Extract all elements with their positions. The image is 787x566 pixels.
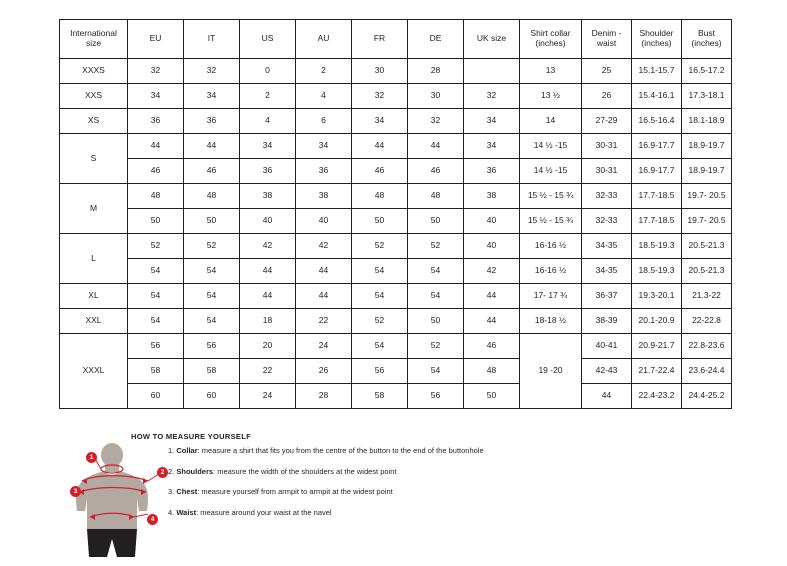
cell: 44 (296, 259, 352, 284)
cell: 38-39 (582, 309, 632, 334)
cell: 48 (464, 359, 520, 384)
cell: 38 (464, 184, 520, 209)
cell: 32 (128, 59, 184, 84)
list-item (168, 446, 598, 455)
cell: 44 (408, 134, 464, 159)
cell: 34 (128, 84, 184, 109)
cell: 42 (464, 259, 520, 284)
cell: 4 (296, 84, 352, 109)
cell: 54 (408, 284, 464, 309)
item-term: Waist (176, 507, 197, 517)
table-row (60, 284, 732, 309)
cell: 44 (240, 284, 296, 309)
cell: 18.9-19.7 (682, 159, 732, 184)
cell: 32 (184, 59, 240, 84)
callout-2: 2 (157, 467, 168, 478)
cell: 18.5-19.3 (632, 259, 682, 284)
cell: 20.1-20.9 (632, 309, 682, 334)
size-label: XXL (60, 309, 128, 334)
cell: 52 (408, 234, 464, 259)
table-row (60, 134, 732, 159)
cell: 18 (240, 309, 296, 334)
cell: 15.4-16.1 (632, 84, 682, 109)
cell: 36 (240, 159, 296, 184)
cell: 46 (408, 159, 464, 184)
cell: 22 (240, 359, 296, 384)
cell: 2 (296, 59, 352, 84)
cell: 13 ½ (520, 84, 582, 109)
cell: 32-33 (582, 184, 632, 209)
cell: 58 (128, 359, 184, 384)
item-text: : measure yourself from armpit to armpit at the widest point (197, 487, 393, 496)
cell: 21.7-22.4 (632, 359, 682, 384)
cell: 36 (184, 109, 240, 134)
cell: 40 (464, 234, 520, 259)
cell: 40 (240, 209, 296, 234)
callout-4: 4 (147, 514, 158, 525)
size-label: L (60, 234, 128, 284)
item-number: 2. (168, 466, 175, 476)
cell: 22-22.8 (682, 309, 732, 334)
cell: 54 (184, 284, 240, 309)
item-text: : measure around your waist at the navel (196, 507, 332, 517)
cell: 54 (128, 309, 184, 334)
cell: 40-41 (582, 334, 632, 359)
cell: 32 (408, 109, 464, 134)
cell: 32 (464, 84, 520, 109)
cell: 46 (184, 159, 240, 184)
cell: 15 ½ - 15 ¾ (520, 184, 582, 209)
cell: 46 (464, 334, 520, 359)
cell: 30-31 (582, 159, 632, 184)
size-label: XXXL (60, 334, 128, 409)
cell: 50 (464, 384, 520, 409)
cell: 54 (128, 284, 184, 309)
table-row (60, 309, 732, 334)
cell: 52 (128, 234, 184, 259)
cell: 25 (582, 59, 632, 84)
cell: 42 (240, 234, 296, 259)
cell: 18-18 ½ (520, 309, 582, 334)
cell: 34 (296, 134, 352, 159)
table-row (60, 259, 732, 284)
cell: 17.3-18.1 (682, 84, 732, 109)
cell: 24.4-25.2 (682, 384, 732, 409)
item-text: : measure a shirt that fits you from the centre of the button to the end of the buttonhole (197, 446, 484, 455)
cell: 24 (240, 384, 296, 409)
cell: 14 ½ -15 (520, 134, 582, 159)
cell: 19.7- 20.5 (682, 209, 732, 234)
cell: 50 (184, 209, 240, 234)
cell: 36-37 (582, 284, 632, 309)
item-number: 1. (168, 446, 175, 455)
column-header: Denim - waist (582, 20, 632, 59)
cell: 22.4-23.2 (632, 384, 682, 409)
cell: 54 (184, 309, 240, 334)
cell: 19.7- 20.5 (682, 184, 732, 209)
cell: 36 (464, 159, 520, 184)
cell: 18.5-19.3 (632, 234, 682, 259)
column-header: Shoulder (inches) (632, 20, 682, 59)
cell: 16-16 ½ (520, 234, 582, 259)
cell: 54 (352, 334, 408, 359)
cell: 56 (128, 334, 184, 359)
list-item (168, 508, 598, 517)
cell: 44 (352, 134, 408, 159)
cell: 46 (128, 159, 184, 184)
callout-3: 3 (70, 486, 81, 497)
size-label: XXS (60, 84, 128, 109)
column-header: FR (352, 20, 408, 59)
cell: 32 (352, 84, 408, 109)
item-number: 3. (168, 487, 175, 496)
item-text: : measure the width of the shoulders at the widest point (213, 466, 397, 476)
cell: 14 (520, 109, 582, 134)
cell: 54 (352, 284, 408, 309)
cell: 44 (464, 309, 520, 334)
column-header: EU (128, 20, 184, 59)
size-label: M (60, 184, 128, 234)
column-header: DE (408, 20, 464, 59)
cell: 16.9-17.7 (632, 159, 682, 184)
cell: 44 (128, 134, 184, 159)
cell: 42-43 (582, 359, 632, 384)
cell: 27-29 (582, 109, 632, 134)
table-header-row (60, 20, 732, 59)
cell: 54 (408, 359, 464, 384)
cell: 52 (352, 309, 408, 334)
table-row (60, 184, 732, 209)
list-item (168, 467, 598, 476)
list-item (168, 487, 598, 496)
cell: 24 (296, 334, 352, 359)
table-row (60, 84, 732, 109)
cell: 16.9-17.7 (632, 134, 682, 159)
cell: 40 (296, 209, 352, 234)
size-label: XL (60, 284, 128, 309)
cell: 56 (352, 359, 408, 384)
column-header: UK size (464, 20, 520, 59)
size-label: XXXS (60, 59, 128, 84)
cell: 48 (128, 184, 184, 209)
table-row (60, 359, 732, 384)
cell: 16.5-16.4 (632, 109, 682, 134)
cell: 17.7-18.5 (632, 184, 682, 209)
cell: 26 (296, 359, 352, 384)
callout-1: 1 (86, 452, 97, 463)
table-row (60, 334, 732, 359)
cell: 44 (296, 284, 352, 309)
cell: 38 (240, 184, 296, 209)
cell: 56 (184, 334, 240, 359)
item-term: Collar (176, 446, 198, 455)
cell: 40 (464, 209, 520, 234)
cell (464, 59, 520, 84)
cell: 60 (184, 384, 240, 409)
column-header: Bust (inches) (682, 20, 732, 59)
cell: 44 (184, 134, 240, 159)
cell: 30-31 (582, 134, 632, 159)
cell: 2 (240, 84, 296, 109)
cell: 48 (184, 184, 240, 209)
cell: 52 (184, 234, 240, 259)
how-to-measure-list (168, 446, 598, 528)
item-number: 4. (168, 507, 175, 517)
column-header: Shirt collar (inches) (520, 20, 582, 59)
cell: 36 (296, 159, 352, 184)
column-header: AU (296, 20, 352, 59)
cell: 18.1-18.9 (682, 109, 732, 134)
cell: 28 (296, 384, 352, 409)
table-row (60, 384, 732, 409)
cell: 30 (352, 59, 408, 84)
table-row (60, 109, 732, 134)
cell: 38 (296, 184, 352, 209)
cell: 34-35 (582, 259, 632, 284)
column-header: International size (60, 20, 128, 59)
cell: 34 (184, 84, 240, 109)
cell: 16.5-17.2 (682, 59, 732, 84)
cell: 26 (582, 84, 632, 109)
cell: 15.1-15.7 (632, 59, 682, 84)
cell: 54 (184, 259, 240, 284)
cell: 34 (464, 109, 520, 134)
cell: 30 (408, 84, 464, 109)
cell: 58 (184, 359, 240, 384)
size-label: XS (60, 109, 128, 134)
cell: 17.7-18.5 (632, 209, 682, 234)
cell: 20.5-21.3 (682, 234, 732, 259)
cell: 54 (128, 259, 184, 284)
cell: 44 (582, 384, 632, 409)
cell: 48 (408, 184, 464, 209)
cell: 36 (128, 109, 184, 134)
table-row (60, 159, 732, 184)
cell: 50 (408, 309, 464, 334)
cell: 20.5-21.3 (682, 259, 732, 284)
how-to-measure-title: HOW TO MEASURE YOURSELF (131, 432, 251, 441)
cell: 34 (464, 134, 520, 159)
cell: 23.6-24.4 (682, 359, 732, 384)
cell: 13 (520, 59, 582, 84)
cell: 22.8-23.6 (682, 334, 732, 359)
cell: 28 (408, 59, 464, 84)
size-chart-table (59, 19, 732, 409)
cell: 34-35 (582, 234, 632, 259)
body-measurement-diagram (60, 443, 175, 563)
item-term: Shoulders (176, 466, 214, 476)
cell: 19.3-20.1 (632, 284, 682, 309)
cell: 56 (408, 384, 464, 409)
cell: 44 (464, 284, 520, 309)
table-row (60, 59, 732, 84)
column-header: US (240, 20, 296, 59)
cell: 20.9-21.7 (632, 334, 682, 359)
cell: 16-16 ½ (520, 259, 582, 284)
cell: 4 (240, 109, 296, 134)
cell: 58 (352, 384, 408, 409)
column-header: IT (184, 20, 240, 59)
cell: 60 (128, 384, 184, 409)
cell: 0 (240, 59, 296, 84)
cell: 46 (352, 159, 408, 184)
cell: 52 (408, 334, 464, 359)
cell: 50 (352, 209, 408, 234)
cell: 6 (296, 109, 352, 134)
cell: 19 -20 (520, 334, 582, 409)
cell: 18.9-19.7 (682, 134, 732, 159)
cell: 54 (352, 259, 408, 284)
cell: 44 (240, 259, 296, 284)
item-term: Chest (176, 487, 198, 496)
cell: 14 ½ -15 (520, 159, 582, 184)
cell: 50 (128, 209, 184, 234)
table-row (60, 209, 732, 234)
cell: 50 (408, 209, 464, 234)
cell: 54 (408, 259, 464, 284)
cell: 22 (296, 309, 352, 334)
cell: 21.3-22 (682, 284, 732, 309)
cell: 52 (352, 234, 408, 259)
cell: 17- 17 ¾ (520, 284, 582, 309)
cell: 32-33 (582, 209, 632, 234)
cell: 15 ½ - 15 ¾ (520, 209, 582, 234)
cell: 20 (240, 334, 296, 359)
cell: 42 (296, 234, 352, 259)
cell: 48 (352, 184, 408, 209)
cell: 34 (240, 134, 296, 159)
size-label: S (60, 134, 128, 184)
cell: 34 (352, 109, 408, 134)
table-row (60, 234, 732, 259)
